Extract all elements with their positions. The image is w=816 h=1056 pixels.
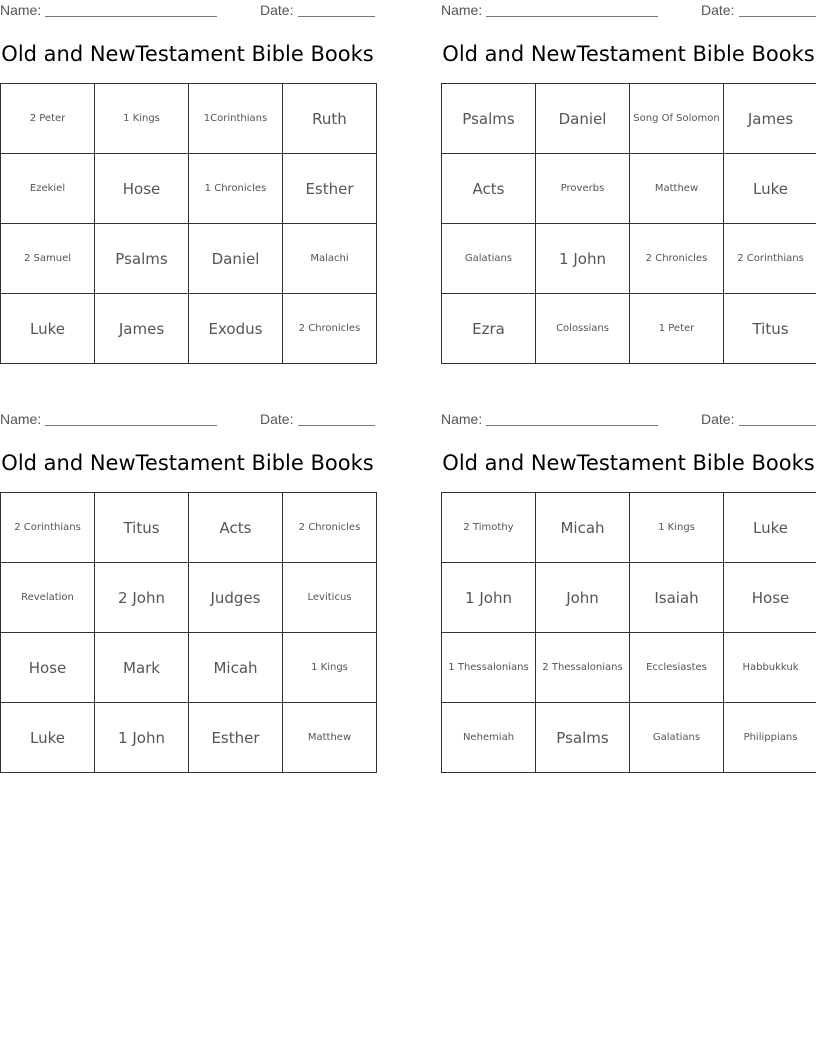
- grid-row: [442, 84, 816, 154]
- grid-cell[interactable]: Hose: [95, 154, 189, 224]
- grid-cell[interactable]: Esther: [189, 703, 283, 773]
- grid-cell[interactable]: Exodus: [189, 294, 283, 364]
- grid-cell[interactable]: Luke: [724, 493, 816, 563]
- card-header: [0, 409, 375, 431]
- grid-row: [442, 224, 816, 294]
- grid-cell[interactable]: Micah: [189, 633, 283, 703]
- bingo-card: [0, 0, 375, 338]
- grid-cell[interactable]: Matthew: [283, 703, 377, 773]
- grid-cell[interactable]: Titus: [95, 493, 189, 563]
- grid-cell[interactable]: 1 John: [442, 563, 536, 633]
- grid-cell[interactable]: Micah: [536, 493, 630, 563]
- grid-cell[interactable]: Psalms: [95, 224, 189, 294]
- grid-cell[interactable]: Hose: [1, 633, 95, 703]
- grid-cell[interactable]: 1 John: [95, 703, 189, 773]
- grid-cell[interactable]: Mark: [95, 633, 189, 703]
- grid-cell[interactable]: Colossians: [536, 294, 630, 364]
- grid-row: [1, 154, 377, 224]
- grid-cell[interactable]: 2 Chronicles: [630, 224, 724, 294]
- grid-row: [1, 224, 377, 294]
- bingo-grid: [441, 83, 816, 364]
- grid-cell[interactable]: Ruth: [283, 84, 377, 154]
- bingo-card: [441, 0, 816, 338]
- grid-cell[interactable]: 2 Timothy: [442, 493, 536, 563]
- grid-cell[interactable]: Acts: [189, 493, 283, 563]
- grid-cell[interactable]: John: [536, 563, 630, 633]
- grid-cell[interactable]: Malachi: [283, 224, 377, 294]
- grid-cell[interactable]: 2 Corinthians: [1, 493, 95, 563]
- grid-cell[interactable]: Revelation: [1, 563, 95, 633]
- card-header: [0, 0, 375, 22]
- grid-cell[interactable]: Leviticus: [283, 563, 377, 633]
- grid-cell[interactable]: Habbukkuk: [724, 633, 816, 703]
- name-field[interactable]: [486, 16, 658, 17]
- date-field[interactable]: [298, 425, 375, 426]
- name-label: Name:: [0, 411, 42, 427]
- grid-cell[interactable]: 1 Kings: [95, 84, 189, 154]
- grid-cell[interactable]: Daniel: [536, 84, 630, 154]
- grid-cell[interactable]: Luke: [1, 294, 95, 364]
- grid-row: [442, 563, 816, 633]
- grid-cell[interactable]: 1 Chronicles: [189, 154, 283, 224]
- name-label: Name:: [0, 2, 42, 18]
- grid-row: [1, 563, 377, 633]
- grid-cell[interactable]: Ecclesiastes: [630, 633, 724, 703]
- grid-row: [1, 493, 377, 563]
- date-label: Date:: [260, 411, 294, 427]
- grid-cell[interactable]: Isaiah: [630, 563, 724, 633]
- grid-row: [442, 703, 816, 773]
- grid-cell[interactable]: 1 Kings: [283, 633, 377, 703]
- grid-cell[interactable]: Proverbs: [536, 154, 630, 224]
- grid-cell[interactable]: Galatians: [442, 224, 536, 294]
- bingo-grid: [441, 492, 816, 773]
- grid-row: [1, 633, 377, 703]
- grid-cell[interactable]: Luke: [724, 154, 816, 224]
- grid-cell[interactable]: Philippians: [724, 703, 816, 773]
- grid-cell[interactable]: Esther: [283, 154, 377, 224]
- grid-row: [442, 493, 816, 563]
- grid-cell[interactable]: Daniel: [189, 224, 283, 294]
- bingo-grid: [0, 492, 377, 773]
- grid-cell[interactable]: 2 Chronicles: [283, 294, 377, 364]
- grid-cell[interactable]: Galatians: [630, 703, 724, 773]
- card-header: [441, 0, 816, 22]
- grid-cell[interactable]: Hose: [724, 563, 816, 633]
- grid-row: [1, 703, 377, 773]
- grid-row: [1, 84, 377, 154]
- grid-row: [1, 294, 377, 364]
- grid-cell[interactable]: Matthew: [630, 154, 724, 224]
- bingo-grid: [0, 83, 377, 364]
- grid-row: [442, 633, 816, 703]
- grid-cell[interactable]: 2 John: [95, 563, 189, 633]
- grid-cell[interactable]: 2 Peter: [1, 84, 95, 154]
- date-field[interactable]: [739, 16, 816, 17]
- grid-row: [442, 154, 816, 224]
- grid-cell[interactable]: Ezekiel: [1, 154, 95, 224]
- grid-cell[interactable]: James: [724, 84, 816, 154]
- date-field[interactable]: [739, 425, 816, 426]
- grid-cell[interactable]: Judges: [189, 563, 283, 633]
- grid-cell[interactable]: 1 John: [536, 224, 630, 294]
- grid-cell[interactable]: 1 Peter: [630, 294, 724, 364]
- grid-cell[interactable]: 2 Thessalonians: [536, 633, 630, 703]
- grid-cell[interactable]: 2 Corinthians: [724, 224, 816, 294]
- grid-cell[interactable]: 2 Samuel: [1, 224, 95, 294]
- date-label: Date:: [701, 411, 735, 427]
- name-field[interactable]: [45, 16, 217, 17]
- grid-cell[interactable]: Ezra: [442, 294, 536, 364]
- grid-cell[interactable]: Psalms: [536, 703, 630, 773]
- name-label: Name:: [441, 411, 483, 427]
- grid-cell[interactable]: James: [95, 294, 189, 364]
- grid-cell[interactable]: 1Corinthians: [189, 84, 283, 154]
- grid-cell[interactable]: Nehemiah: [442, 703, 536, 773]
- grid-cell[interactable]: Titus: [724, 294, 816, 364]
- bingo-card: [441, 409, 816, 747]
- card-header: [441, 409, 816, 431]
- grid-cell[interactable]: 2 Chronicles: [283, 493, 377, 563]
- name-label: Name:: [441, 2, 483, 18]
- date-label: Date:: [260, 2, 294, 18]
- card-title: Old and NewTestament Bible Books: [1, 451, 374, 475]
- grid-cell[interactable]: Acts: [442, 154, 536, 224]
- date-label: Date:: [701, 2, 735, 18]
- card-title: Old and NewTestament Bible Books: [442, 451, 815, 475]
- grid-row: [442, 294, 816, 364]
- name-field[interactable]: [486, 425, 658, 426]
- card-title: Old and NewTestament Bible Books: [1, 42, 374, 66]
- grid-cell[interactable]: Song Of Solomon: [630, 84, 724, 154]
- name-field[interactable]: [45, 425, 217, 426]
- grid-cell[interactable]: 1 Kings: [630, 493, 724, 563]
- bingo-card: [0, 409, 375, 747]
- grid-cell[interactable]: Luke: [1, 703, 95, 773]
- date-field[interactable]: [298, 16, 375, 17]
- grid-cell[interactable]: 1 Thessalonians: [442, 633, 536, 703]
- grid-cell[interactable]: Psalms: [442, 84, 536, 154]
- card-title: Old and NewTestament Bible Books: [442, 42, 815, 66]
